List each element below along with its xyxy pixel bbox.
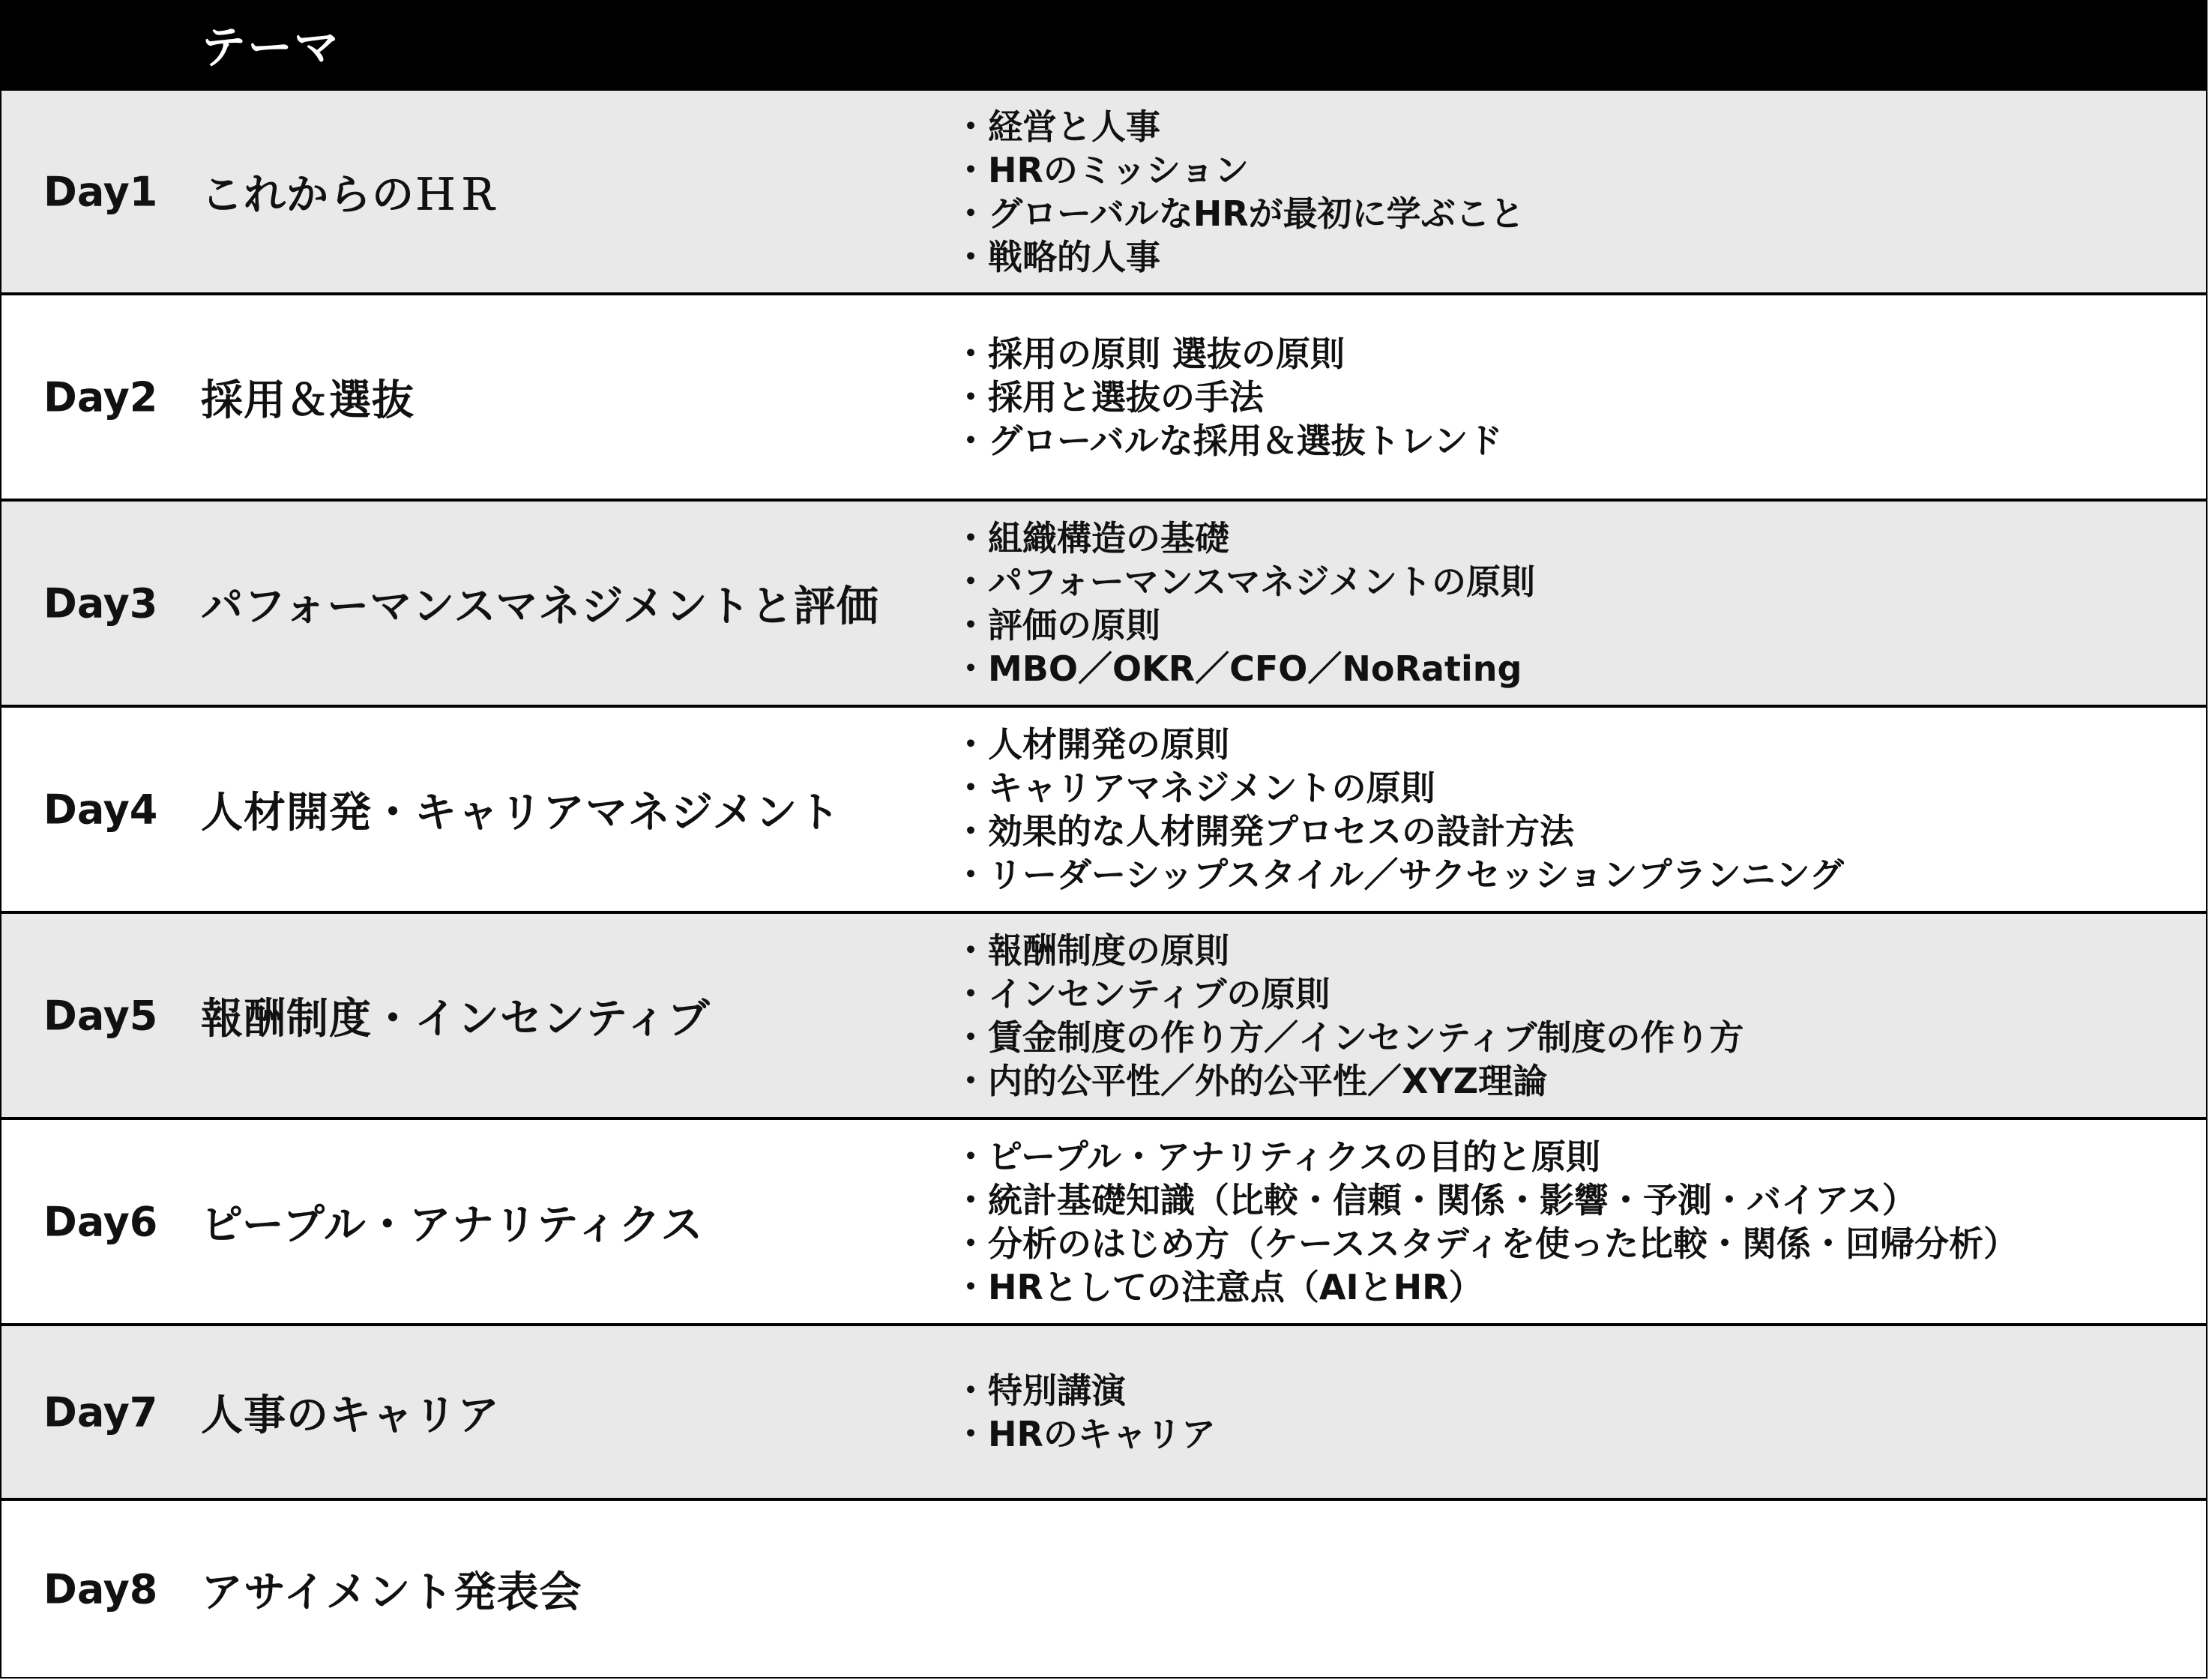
table-row-day1 [1, 91, 2206, 295]
topic-title: パフォーマンスマネジメントと評価 [201, 582, 879, 631]
point-item: ・採用の原則 選抜の原則 [953, 333, 1345, 374]
table-row-day5 [1, 914, 2206, 1120]
point-item: ・分析のはじめ方（ケーススタディを使った比較・関係・回帰分析） [953, 1223, 2019, 1264]
point-item: ・MBO／OKR／CFO／NoRating [953, 648, 1522, 689]
table-row-day7 [1, 1326, 2206, 1501]
point-item: ・報酬制度の原則 [953, 930, 1229, 971]
topic-title: アサイメント発表会 [201, 1568, 582, 1617]
point-item: ・HRとしての注意点（AIとHR） [953, 1266, 1483, 1307]
point-item: ・パフォーマンスマネジメントの原則 [953, 561, 1536, 602]
topic-title: 採用＆選抜 [201, 376, 415, 425]
topic-points [953, 1135, 2018, 1309]
table-row-day4 [1, 708, 2206, 914]
topic-points [953, 517, 1535, 690]
topic-title: 人事のキャリア [201, 1391, 500, 1440]
point-item: ・キャリアマネジメントの原則 [953, 767, 1435, 808]
day-label: Day3 [43, 579, 158, 627]
topic-title: これからのＨＲ [201, 170, 500, 220]
point-item: ・賃金制度の作り方／インセンティブ制度の作り方 [953, 1017, 1744, 1058]
point-item: ・評価の原則 [953, 604, 1160, 645]
day-label: Day7 [43, 1388, 158, 1436]
point-item: ・経営と人事 [953, 106, 1160, 147]
point-item: ・グローバルなHRが最初に学ぶこと [953, 193, 1525, 234]
point-item: ・効果的な人材開発プロセスの設計方法 [953, 810, 1574, 852]
topic-title: 人材開発・キャリアマネジメント [201, 788, 841, 837]
topic-title: ピープル・アナリティクス [201, 1200, 704, 1250]
point-item: ・組織構造の基礎 [953, 517, 1229, 559]
table-row-day6 [1, 1120, 2206, 1326]
point-item: ・HRのミッション [953, 149, 1250, 190]
point-item: ・内的公平性／外的公平性／XYZ理論 [953, 1060, 1548, 1101]
point-item: ・採用と選抜の手法 [953, 376, 1264, 418]
point-item: ・戦略的人事 [953, 236, 1160, 277]
table-row-day3 [1, 502, 2206, 708]
day-label: Day5 [43, 992, 158, 1039]
table-row-day8 [1, 1501, 2206, 1677]
point-item: ・ピープル・アナリティクスの目的と原則 [953, 1136, 1600, 1177]
topic-points [953, 1369, 1216, 1456]
point-item: ・特別講演 [953, 1370, 1126, 1411]
point-item: ・HRのキャリア [953, 1413, 1216, 1454]
topic-title: 報酬制度・インセンティブ [201, 994, 711, 1044]
point-item: ・インセンティブの原則 [953, 973, 1330, 1014]
day-label: Day4 [43, 786, 158, 833]
point-item: ・統計基礎知識（比較・信頼・関係・影響・予測・バイアス） [953, 1179, 1917, 1220]
point-item: ・リーダーシップスタイル／サクセッションプランニング [953, 854, 1844, 895]
day-label: Day2 [43, 373, 158, 421]
day-label: Day6 [43, 1198, 158, 1245]
topic-points [953, 929, 1744, 1103]
point-item: ・グローバルな採用＆選抜トレンド [953, 420, 1503, 461]
day-label: Day8 [43, 1565, 158, 1613]
point-item: ・人材開発の原則 [953, 723, 1229, 765]
topic-points [953, 105, 1525, 279]
topic-points [953, 723, 1844, 897]
table-row-day2 [1, 295, 2206, 502]
table-header [1, 1, 2206, 91]
topic-points [953, 332, 1503, 463]
day-label: Day1 [43, 168, 158, 215]
theme-column-header: テーマ [201, 22, 340, 74]
